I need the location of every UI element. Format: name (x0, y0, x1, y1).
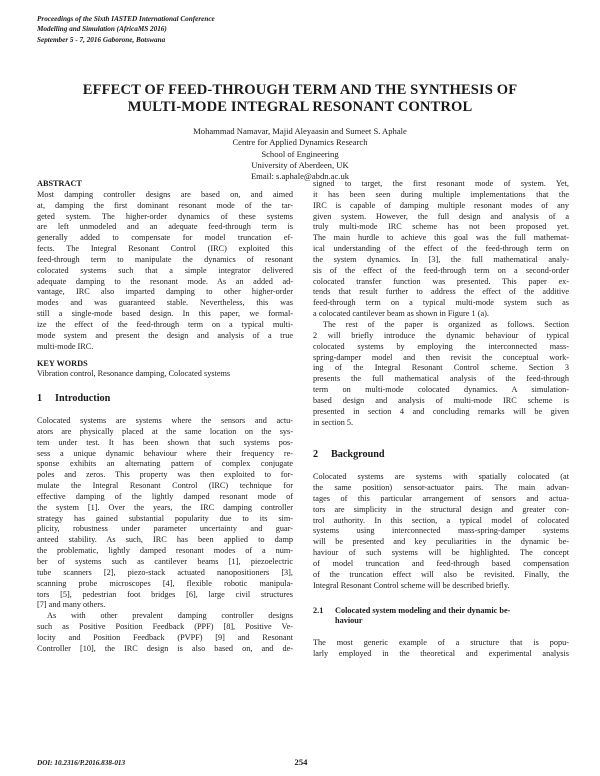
body-line: based design and analysis of multi-mode IRC scheme is (313, 395, 569, 405)
body-line: mulate the Integral Resonant Control (IRC) technique for (37, 481, 293, 491)
doi-footer: DOI: 10.2316/P.2016.838-013 (37, 759, 126, 767)
body-line: Integral Resonant Control scheme will be described briefly. (313, 580, 510, 590)
conference-name: Proceedings of the Sixth IASTED International Conference (37, 15, 215, 23)
body-line: ical understanding of the effect of the feed-through term on (313, 244, 569, 254)
abstract-line: mode system and present the design and analysis of a true (37, 330, 293, 340)
abstract-line: vantage, IRC also imparted damping to other higher-order (37, 287, 293, 297)
body-line: in section 5. (313, 417, 354, 427)
body-line: the same position) sensor-actuator pairs. The main advan- (313, 483, 569, 493)
body-line: [7] and many others. (37, 600, 106, 610)
subsection-paragraph (313, 638, 569, 660)
conference-track: Modelling and Simulation (AfricaMS 2016) (37, 25, 167, 34)
body-line: 2 will briefly introduce the dynamic behaviour of typical (313, 330, 569, 340)
abstract-line: geted system. The higher-order dynamics of these systems (37, 211, 293, 221)
abstract-line: adequate damping to the resonant mode. As an added ad- (37, 276, 293, 286)
author-block (40, 126, 560, 182)
body-line: of model truncation and feed-through based compensation (313, 559, 569, 568)
body-line: feed-through term on a typical multi-mode system such as (313, 298, 569, 308)
body-line: of the truncation effect will also be revisited. Finally, the (313, 569, 569, 579)
body-line: As with other prevalent damping controller designs (47, 611, 293, 621)
body-line: sponse exhibits an alternating pattern of complex conjugate (37, 459, 293, 469)
organization-paragraph (313, 320, 569, 428)
abstract-heading: ABSTRACT (37, 179, 82, 188)
abstract-line: feed-through term to manipulate the dynamics of resonant (37, 254, 293, 264)
body-line: presents the full mathematical analysis of the feed-through (313, 374, 569, 384)
background-paragraph (313, 472, 569, 591)
body-line: spring-damper model and then revisit the conceptual work- (313, 352, 569, 362)
subsection-title-line-2: haviour (335, 616, 363, 626)
intro-paragraph-continued (313, 179, 569, 320)
abstract-line: colocated systems such that a simple integrator delivered (37, 265, 293, 275)
abstract-line: multi-mode IRC. (37, 341, 94, 351)
body-line: plicity, robustness under parameter uncertainty and guar- (37, 524, 293, 534)
author-email: Email: s.aphale@abdn.ac.uk (250, 171, 350, 182)
keywords-text: Vibration control, Resonance damping, Colocated systems (37, 369, 231, 379)
body-line: ators are physically placed at the same location on the sys- (37, 426, 293, 436)
section-title: Introduction (55, 393, 111, 405)
section-title: Background (331, 449, 385, 461)
abstract-line: ize the effect of the feed-through term on a typical multi- (37, 319, 293, 329)
section-number: 2 (313, 449, 319, 461)
abstract-line: still a single-mode based design. In this paper, we formal- (37, 309, 293, 319)
intro-paragraph-2 (37, 611, 293, 654)
body-line: presented in section 4 and concluding remarks will be given (313, 406, 569, 416)
author-names: Mohammad Namavar, Majid Aleyaasin and Sumeet S. Aphale (193, 126, 407, 136)
abstract-line: modes and was guaranteed stable. Nevertheless, this was (37, 298, 293, 308)
abstract-line: at, damping the first dominant resonant mode of the tar- (37, 200, 293, 210)
section-1-heading (37, 394, 293, 405)
body-line: strategy has gained substantial popularity due to its sim- (37, 513, 293, 523)
body-line: tages of this particular arrangement of sensors and actua- (313, 493, 569, 503)
body-line: tem under test. It has been shown that such systems pos- (37, 437, 293, 447)
body-line: a colocated cantilever beam as shown in Figure 1 (a). (313, 309, 489, 319)
body-line: will be presented and key peculiarities in the dynamic be- (313, 537, 569, 547)
body-line: tends that result further to address the effect of the additive (313, 287, 569, 297)
conference-header (37, 14, 337, 45)
abstract-line: are left unmodeled and an adequate feed-through term is (37, 222, 293, 232)
body-line: the system dynamics. In [3], the full mathematical analy- (313, 254, 569, 264)
affiliation-school: School of Engineering (261, 148, 339, 159)
body-line: anteed stability. As such, IRC has been applied to damp (37, 535, 293, 545)
abstract-body (37, 190, 293, 353)
right-column (313, 179, 569, 660)
body-line: The most generic example of a structure that is popu- (313, 638, 569, 648)
paper-title (30, 82, 570, 116)
intro-paragraph-1 (37, 416, 293, 611)
body-line: such as Positive Position Feedback (PPF) [8], Positive Ve- (37, 622, 293, 632)
abstract-line: generally added to compensate for model truncation ef- (37, 233, 293, 243)
body-line: the system [1]. Over the years, the IRC damping controller (37, 502, 293, 512)
subsection-number: 2.1 (313, 605, 324, 615)
body-line: systems using interconnected mass-spring-damper systems (313, 526, 569, 536)
body-line: truly multi-mode IRC scheme has not been proposed yet. (313, 222, 569, 232)
body-line: larly employed in the theoretical and experimental analysis (313, 649, 569, 659)
body-line: The main hurdle to achieve this goal was the full mathemat- (313, 233, 569, 243)
body-line: term on multi-mode colocated dynamics. A simulation- (313, 385, 569, 395)
body-line: haviour of such systems will be highlighted. The concept (313, 548, 569, 558)
body-line: sis of the effect of the feed-through term on a second-order (313, 265, 569, 275)
keywords-heading: KEY WORDS (37, 358, 88, 368)
body-line: it has been seen during multiple implementations that the (313, 189, 569, 199)
abstract-line: fects. The Integral Resonant Control (IRC) exploited this (37, 244, 293, 254)
body-line: trol authority. In this section, a typical model of colocated (313, 515, 569, 525)
subsection-2-1-heading (313, 606, 569, 628)
body-line: tube scanners [2], piezo-stack actuated nanopositioners [3], (37, 567, 293, 577)
body-line: Controller [10], the IRC design is also based on, and de- (37, 643, 293, 653)
body-line: tors are simplicity in the structural design and greater con- (313, 504, 569, 514)
conference-dates: September 5 - 7, 2016 Gaborone, Botswana (37, 35, 166, 44)
section-number: 1 (37, 393, 43, 405)
body-line: ber of systems such as cantilever beams [1], piezoelectric (37, 557, 293, 566)
body-line: scanning probe microscopes [4], flexible robotic manipula- (37, 578, 293, 588)
body-line: given system. However, the full design and analysis of a (313, 211, 569, 221)
affiliation-university: University of Aberdeen, UK (251, 159, 349, 170)
body-line: Colocated systems are systems where the sensors and actu- (37, 416, 293, 426)
left-column (37, 179, 293, 655)
body-line: the problematic, lightly damped resonant modes of a num- (37, 546, 293, 556)
body-line: IRC is capable of damping multiple resonant modes of any (313, 200, 569, 210)
body-line: The rest of the paper is organized as follows. Section (323, 319, 569, 329)
page-number: 254 (294, 757, 308, 767)
title-line-2: MULTI-MODE INTEGRAL RESONANT CONTROL (127, 99, 473, 115)
body-line: colocated transfer function was presented. This paper ex- (313, 276, 569, 286)
body-line: sess a unique dynamic behaviour where their frequency re- (37, 448, 293, 458)
subsection-title-line-1: Colocated system modeling and their dynamic be- (335, 605, 511, 615)
body-line: signed to target, the first resonant mode of system. Yet, (313, 179, 569, 188)
body-line: effective damping of the lightly damped resonant mode of (37, 491, 293, 501)
title-line-1: EFFECT OF FEED-THROUGH TERM AND THE SYNTHESIS OF (82, 82, 518, 98)
body-line: tors [5], pedestrian foot bridges [6], large civil structures (37, 589, 293, 599)
body-line: Colocated systems are systems with spatially colocated (at (313, 472, 569, 482)
abstract-line: Most damping controller designs are based on, and aimed (37, 189, 293, 199)
body-line: poles and zeros. This property was then exploited to for- (37, 470, 293, 480)
body-line: ing of the Integral Resonant Control scheme. Section 3 (313, 363, 569, 373)
body-line: locity and Position Feedback (PVPF) [9] and Resonant (37, 632, 293, 642)
section-2-heading (313, 450, 569, 461)
affiliation-centre: Centre for Applied Dynamics Research (232, 137, 368, 148)
body-line: colocated systems by employing the interconnected mass- (313, 341, 569, 351)
